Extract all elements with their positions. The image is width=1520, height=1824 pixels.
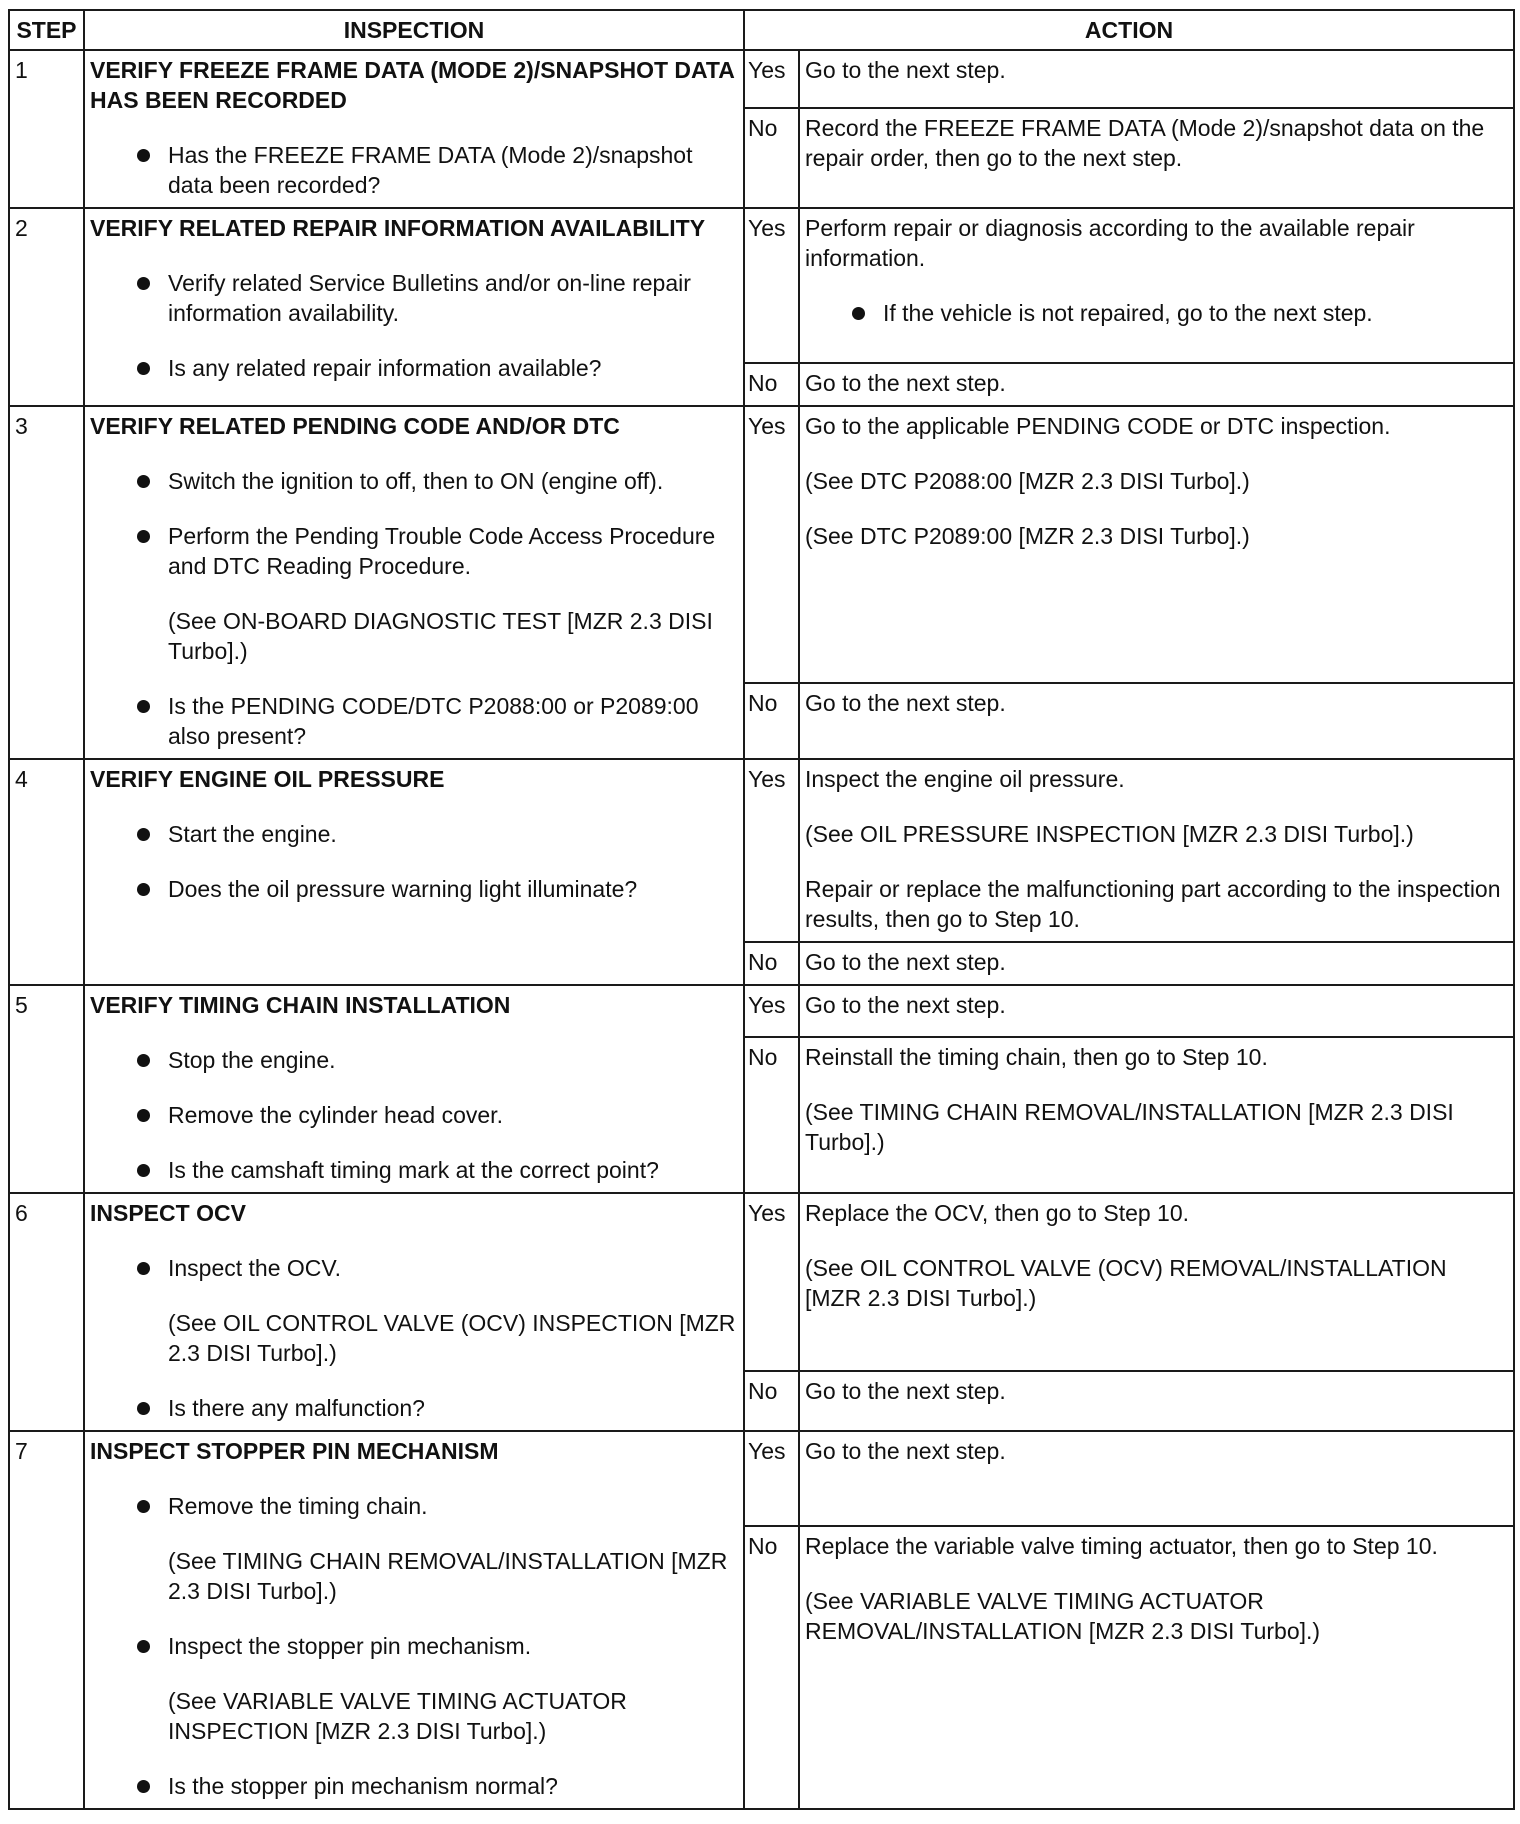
inspection-title: VERIFY TIMING CHAIN INSTALLATION — [90, 992, 511, 1018]
table-row — [9, 759, 1514, 942]
inspection-bullet-item: Stop the engine. — [90, 1045, 738, 1075]
action-cell — [799, 1371, 1514, 1431]
answer-no: No — [744, 942, 799, 985]
action-cell — [799, 683, 1514, 759]
action-text: Repair or replace the malfunctioning part according to the inspection results, then go to Step 10. — [805, 876, 1501, 932]
answer-no: No — [744, 683, 799, 759]
inspection-bullet-item: Is the stopper pin mechanism normal? — [90, 1771, 738, 1801]
header-step: STEP — [9, 10, 84, 50]
inspection-content — [90, 764, 738, 904]
table-header-row — [9, 10, 1514, 50]
inspection-content — [90, 1436, 738, 1801]
table-row — [9, 985, 1514, 1037]
diagnostic-procedure-table — [8, 9, 1515, 1810]
inspection-bullet-item: Inspect the OCV. — [90, 1253, 738, 1283]
inspection-content — [90, 55, 738, 200]
action-text: Go to the next step. — [805, 949, 1006, 975]
answer-no: No — [744, 1526, 799, 1809]
table-row — [9, 1193, 1514, 1371]
action-text: (See VARIABLE VALVE TIMING ACTUATOR REMOVAL/INSTALLATION [MZR 2.3 DISI Turbo].) — [805, 1588, 1321, 1644]
action-text: (See TIMING CHAIN REMOVAL/INSTALLATION [MZR 2.3 DISI Turbo].) — [805, 1099, 1454, 1155]
action-cell — [799, 406, 1514, 683]
inspection-title: VERIFY FREEZE FRAME DATA (MODE 2)/SNAPSHOT DATA HAS BEEN RECORDED — [90, 57, 735, 113]
inspection-bullet-item: Is there any malfunction? — [90, 1393, 738, 1423]
action-cell — [799, 942, 1514, 985]
inspection-cell — [84, 208, 744, 406]
inspection-bullet-item: Is the camshaft timing mark at the correct point? — [90, 1155, 738, 1185]
inspection-bullet-item: Has the FREEZE FRAME DATA (Mode 2)/snapshot data been recorded? — [90, 140, 738, 200]
step-number: 6 — [9, 1193, 84, 1431]
action-text: Go to the next step. — [805, 690, 1006, 716]
answer-yes: Yes — [744, 985, 799, 1037]
step-number: 5 — [9, 985, 84, 1193]
action-bullet-item: If the vehicle is not repaired, go to the next step. — [805, 298, 1508, 328]
action-text: Record the FREEZE FRAME DATA (Mode 2)/snapshot data on the repair order, then go to the next step. — [805, 115, 1485, 171]
inspection-reference-note: (See OIL CONTROL VALVE (OCV) INSPECTION [MZR 2.3 DISI Turbo].) — [168, 1310, 736, 1366]
inspection-cell — [84, 759, 744, 985]
inspection-content — [90, 990, 738, 1185]
inspection-bullet-item: Inspect the stopper pin mechanism. — [90, 1631, 738, 1661]
action-text: Go to the next step. — [805, 1378, 1006, 1404]
action-text: (See DTC P2089:00 [MZR 2.3 DISI Turbo].) — [805, 523, 1250, 549]
action-text: Go to the next step. — [805, 370, 1006, 396]
action-cell — [799, 363, 1514, 406]
inspection-bullet-item: Switch the ignition to off, then to ON (engine off). — [90, 466, 738, 496]
answer-no: No — [744, 1037, 799, 1193]
action-text: Go to the next step. — [805, 1438, 1006, 1464]
table-row — [9, 50, 1514, 108]
inspection-bullet-item: Perform the Pending Trouble Code Access Procedure and DTC Reading Procedure. — [90, 521, 738, 581]
inspection-bullet-item: Remove the timing chain. — [90, 1491, 738, 1521]
action-cell — [799, 108, 1514, 208]
action-cell — [799, 985, 1514, 1037]
inspection-title: INSPECT STOPPER PIN MECHANISM — [90, 1438, 499, 1464]
inspection-cell — [84, 406, 744, 759]
action-text: (See DTC P2088:00 [MZR 2.3 DISI Turbo].) — [805, 468, 1250, 494]
table-row — [9, 1431, 1514, 1526]
action-text: Inspect the engine oil pressure. — [805, 766, 1125, 792]
inspection-reference-note: (See TIMING CHAIN REMOVAL/INSTALLATION [MZR 2.3 DISI Turbo].) — [168, 1548, 728, 1604]
action-text: Go to the applicable PENDING CODE or DTC inspection. — [805, 413, 1391, 439]
inspection-bullet-item: Is any related repair information available? — [90, 353, 738, 383]
action-cell — [799, 1431, 1514, 1526]
inspection-reference-note: (See ON-BOARD DIAGNOSTIC TEST [MZR 2.3 DISI Turbo].) — [168, 608, 713, 664]
inspection-bullet-item: Start the engine. — [90, 819, 738, 849]
inspection-reference-note: (See VARIABLE VALVE TIMING ACTUATOR INSPECTION [MZR 2.3 DISI Turbo].) — [168, 1688, 627, 1744]
answer-yes: Yes — [744, 50, 799, 108]
table-row — [9, 208, 1514, 363]
step-number: 4 — [9, 759, 84, 985]
table-body — [9, 50, 1514, 1809]
action-text: (See OIL CONTROL VALVE (OCV) REMOVAL/INSTALLATION [MZR 2.3 DISI Turbo].) — [805, 1255, 1447, 1311]
inspection-content — [90, 411, 738, 751]
action-text: Go to the next step. — [805, 992, 1006, 1018]
action-text: Replace the OCV, then go to Step 10. — [805, 1200, 1190, 1226]
answer-yes: Yes — [744, 406, 799, 683]
inspection-cell — [84, 985, 744, 1193]
inspection-bullet-item: Does the oil pressure warning light illuminate? — [90, 874, 738, 904]
answer-no: No — [744, 1371, 799, 1431]
action-text: Replace the variable valve timing actuator, then go to Step 10. — [805, 1533, 1438, 1559]
action-cell — [799, 1037, 1514, 1193]
header-action: ACTION — [744, 10, 1514, 50]
inspection-title: VERIFY ENGINE OIL PRESSURE — [90, 766, 445, 792]
action-cell — [799, 208, 1514, 363]
inspection-cell — [84, 1193, 744, 1431]
diagnostic-procedure-table-container — [8, 9, 1515, 1810]
action-text: Perform repair or diagnosis according to the available repair information. — [805, 215, 1415, 271]
table-row — [9, 406, 1514, 683]
step-number: 2 — [9, 208, 84, 406]
answer-yes: Yes — [744, 1193, 799, 1371]
inspection-cell — [84, 50, 744, 208]
answer-yes: Yes — [744, 208, 799, 363]
action-cell — [799, 759, 1514, 942]
inspection-bullet-item: Remove the cylinder head cover. — [90, 1100, 738, 1130]
step-number: 7 — [9, 1431, 84, 1809]
answer-no: No — [744, 108, 799, 208]
inspection-bullet-item: Verify related Service Bulletins and/or on-line repair information availability. — [90, 268, 738, 328]
inspection-bullet-item: Is the PENDING CODE/DTC P2088:00 or P2089:00 also present? — [90, 691, 738, 751]
inspection-title: VERIFY RELATED REPAIR INFORMATION AVAILABILITY — [90, 215, 706, 241]
action-cell — [799, 1526, 1514, 1809]
answer-yes: Yes — [744, 759, 799, 942]
action-text: Reinstall the timing chain, then go to Step 10. — [805, 1044, 1268, 1070]
action-cell — [799, 50, 1514, 108]
header-inspection: INSPECTION — [84, 10, 744, 50]
step-number: 3 — [9, 406, 84, 759]
action-text: Go to the next step. — [805, 57, 1006, 83]
inspection-title: VERIFY RELATED PENDING CODE AND/OR DTC — [90, 413, 620, 439]
inspection-cell — [84, 1431, 744, 1809]
inspection-title: INSPECT OCV — [90, 1200, 246, 1226]
action-cell — [799, 1193, 1514, 1371]
answer-yes: Yes — [744, 1431, 799, 1526]
inspection-content — [90, 213, 738, 383]
step-number: 1 — [9, 50, 84, 208]
inspection-content — [90, 1198, 738, 1423]
action-text: (See OIL PRESSURE INSPECTION [MZR 2.3 DISI Turbo].) — [805, 821, 1414, 847]
answer-no: No — [744, 363, 799, 406]
